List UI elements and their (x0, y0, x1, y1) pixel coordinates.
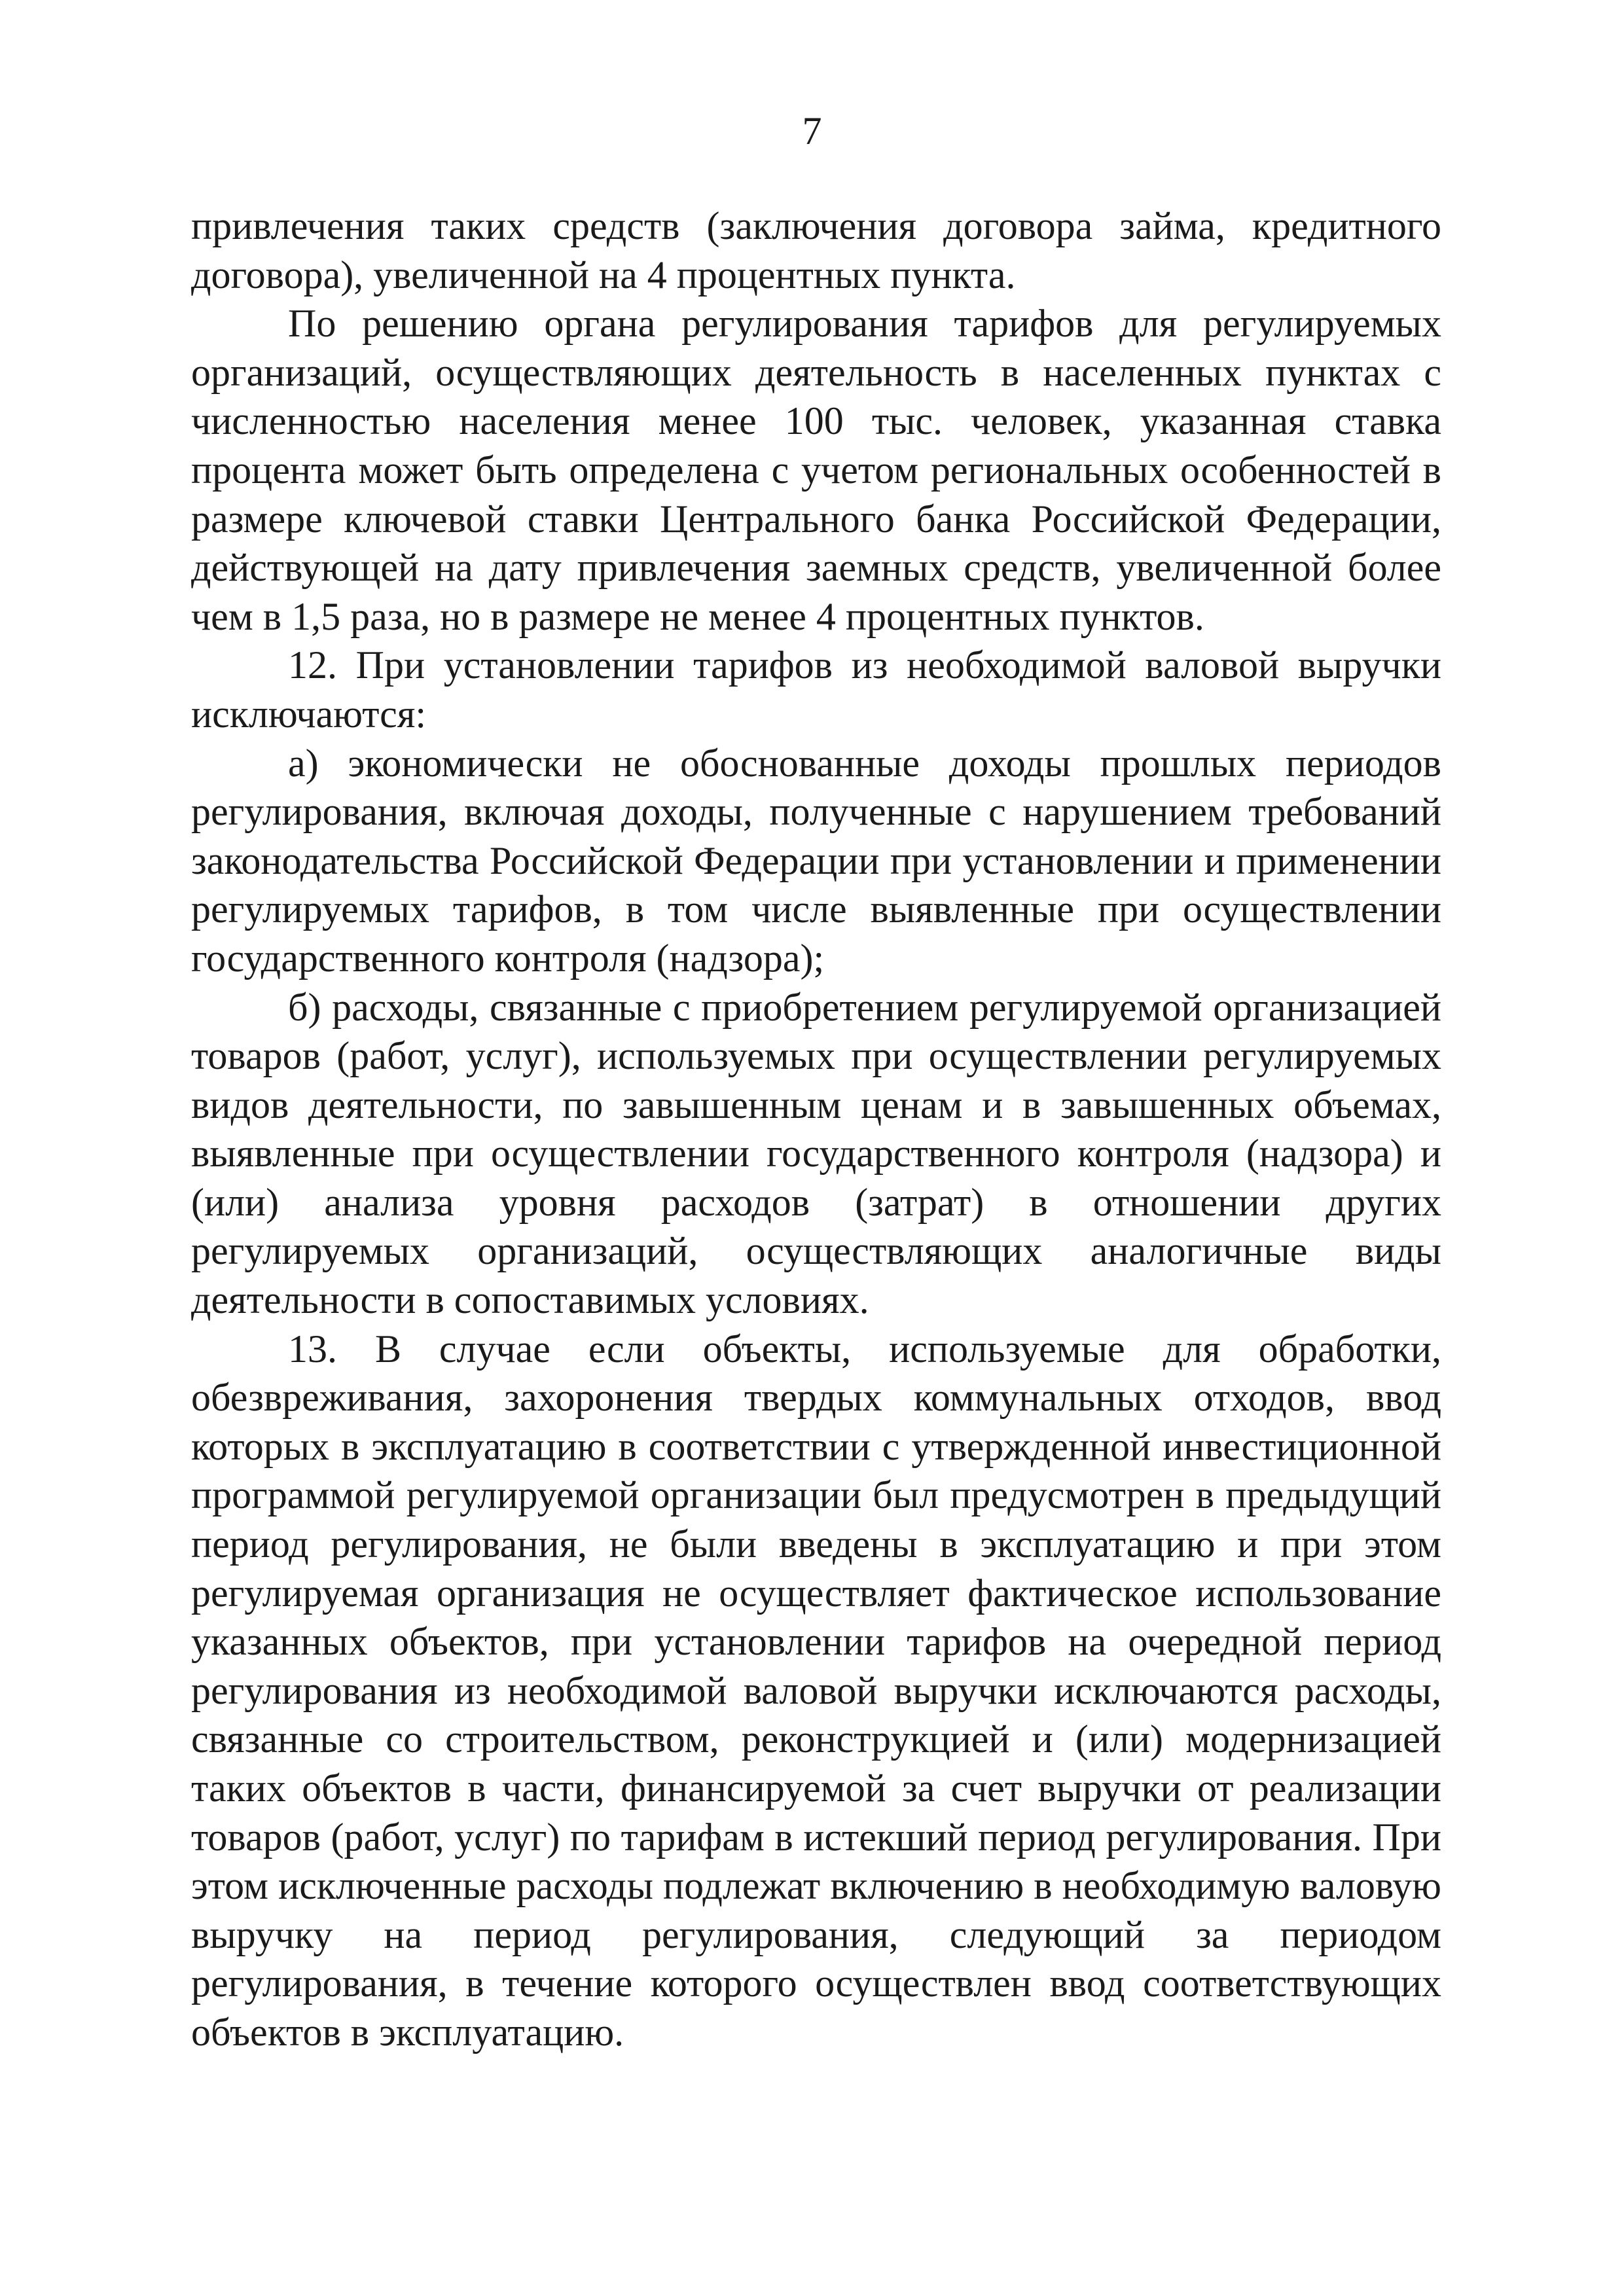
paragraph-regulator-decision: По решению органа регулирования тарифов для регулируемых организаций, осуществляющих деятельность в населенных пунктах с численностью населения менее 100 тыс. человек, указанная ставка процента может быть определена с учетом региональных особенностей в размере ключевой ставки Центрального банка Российской Федерации, действующей на дату привлечения заемных средств, увеличенной более чем в 1,5 раза, но в размере не менее 4 процентных пунктов. (191, 302, 1441, 638)
page-number: 7 (802, 109, 822, 152)
paragraph-item-12a: а) экономически не обоснованные доходы прошлых периодов регулирования, включая доходы, полученные с нарушением требований законодательства Российской Федерации при установлении и применении регулируемых тарифов, в том числе выявленные при осуществлении государственного контроля (надзора); (191, 741, 1441, 980)
document-body (191, 202, 1441, 2057)
paragraph-item-13: 13. В случае если объекты, используемые для обработки, обезвреживания, захоронения твердых коммунальных отходов, ввод которых в эксплуатацию в соответствии с утвержденной инвестиционной программой регулируемой организации был предусмотрен в предыдущий период регулирования, не были введены в эксплуатацию и при этом регулируемая организация не осуществляет фактическое использование указанных объектов, при установлении тарифов на очередной период регулирования из необходимой валовой выручки исключаются расходы, связанные со строительством, реконструкцией и (или) модернизацией таких объектов в части, финансируемой за счет выручки от реализации товаров (работ, услуг) по тарифам в истекший период регулирования. При этом исключенные расходы подлежат включению в необходимую валовую выручку на период регулирования, следующий за периодом регулирования, в течение которого осуществлен ввод соответствующих объектов в эксплуатацию. (191, 1327, 1441, 2054)
paragraph-item-12: 12. При установлении тарифов из необходимой валовой выручки исключаются: (191, 643, 1441, 736)
paragraph-continuation: привлечения таких средств (заключения договора займа, кредитного договора), увеличенной на 4 процентных пункта. (191, 204, 1441, 296)
paragraph-item-12b: б) расходы, связанные с приобретением регулируемой организацией товаров (работ, услуг), используемых при осуществлении регулируемых видов деятельности, по завышенным ценам и в завышенных объемах, выявленные при осуществлении государственного контроля (надзора) и (или) анализа уровня расходов (затрат) в отношении других регулируемых организаций, осуществляющих аналогичные виды деятельности в сопоставимых условиях. (191, 985, 1441, 1322)
